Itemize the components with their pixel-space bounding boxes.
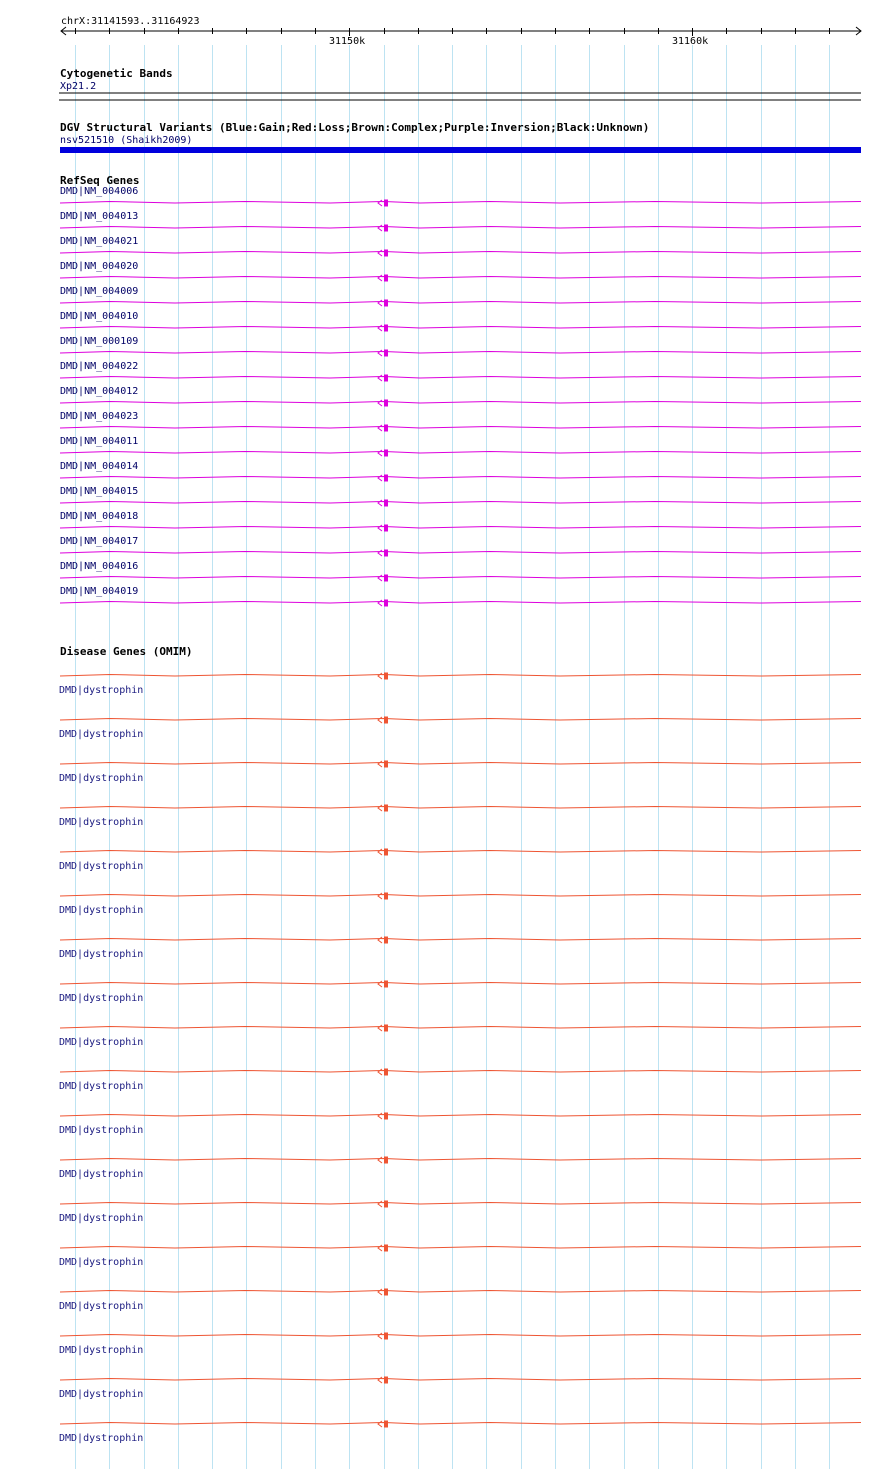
omim-gene-model-2 [60,761,861,768]
omim-gene-model-0 [60,673,861,680]
omim-gene-label[interactable]: DMD|dystrophin [59,861,144,872]
omim-gene-model-8 [60,1025,861,1032]
strand-arrow-icon [378,761,382,767]
strand-arrow-icon [378,1113,382,1119]
strand-arrow-icon [378,1201,382,1207]
omim-gene-model-14 [60,1289,861,1296]
omim-gene-label[interactable]: DMD|dystrophin [59,1213,144,1224]
omim-exon [384,1201,388,1208]
omim-gene-label[interactable]: DMD|dystrophin [59,1301,144,1312]
cytoband-track-title: Cytogenetic Bands [60,67,173,80]
omim-gene-label[interactable]: DMD|dystrophin [59,949,144,960]
omim-exon [384,1377,388,1384]
omim-exon [384,849,388,856]
omim-gene-model-12 [60,1201,861,1208]
refseq-gene-label[interactable]: DMD|NM_004013 [60,211,139,222]
omim-exon [384,1113,388,1120]
omim-exon [384,1069,388,1076]
strand-arrow-icon [378,1421,382,1427]
omim-exon [384,673,388,680]
refseq-gene-label[interactable]: DMD|NM_000109 [60,336,139,347]
omim-intron-line [60,1159,861,1161]
omim-gene-model-6 [60,937,861,944]
omim-intron-line [60,1071,861,1073]
omim-intron-line [60,763,861,765]
omim-gene-model-7 [60,981,861,988]
strand-arrow-icon [378,1333,382,1339]
refseq-gene-label[interactable]: DMD|NM_004012 [60,386,139,397]
omim-gene-model-10 [60,1113,861,1120]
refseq-gene-label[interactable]: DMD|NM_004014 [60,461,139,472]
strand-arrow-icon [378,673,382,679]
ruler-tick-label-1: 31150k [329,36,366,47]
strand-arrow-icon [378,805,382,811]
omim-intron-line [60,719,861,721]
omim-gene-model-9 [60,1069,861,1076]
ruler-position-label: chrX:31141593..31164923 [61,16,200,27]
refseq-gene-label[interactable]: DMD|NM_004006 [60,186,139,197]
omim-gene-model-4 [60,849,861,856]
omim-intron-line [60,807,861,809]
omim-gene-label[interactable]: DMD|dystrophin [59,1257,144,1268]
refseq-gene-label[interactable]: DMD|NM_004018 [60,511,139,522]
omim-gene-model-3 [60,805,861,812]
omim-exon [384,1333,388,1340]
omim-intron-line [60,1203,861,1205]
omim-intron-line [60,851,861,853]
refseq-gene-label[interactable]: DMD|NM_004023 [60,411,139,422]
omim-intron-line [60,1247,861,1249]
omim-gene-label[interactable]: DMD|dystrophin [59,685,144,696]
refseq-gene-label[interactable]: DMD|NM_004009 [60,286,139,297]
omim-exon [384,717,388,724]
omim-gene-model-17 [60,1421,861,1428]
omim-gene-model-1 [60,717,861,724]
omim-exon [384,805,388,812]
omim-intron-line [60,1379,861,1381]
omim-intron-line [60,895,861,897]
omim-gene-label[interactable]: DMD|dystrophin [59,1037,144,1048]
refseq-gene-label[interactable]: DMD|NM_004022 [60,361,139,372]
dgv-track-title: DGV Structural Variants (Blue:Gain;Red:Loss;Brown:Complex;Purple:Inversion;Black:Unknown) [60,121,650,134]
refseq-gene-label[interactable]: DMD|NM_004015 [60,486,139,497]
omim-intron-line [60,1423,861,1425]
strand-arrow-icon [378,1377,382,1383]
refseq-gene-label[interactable]: DMD|NM_004017 [60,536,139,547]
dgv-variant-label[interactable]: nsv521510 (Shaikh2009) [60,135,193,146]
strand-arrow-icon [378,893,382,899]
omim-exon [384,1289,388,1296]
omim-gene-model-11 [60,1157,861,1164]
strand-arrow-icon [378,849,382,855]
omim-exon [384,1421,388,1428]
omim-gene-label[interactable]: DMD|dystrophin [59,993,144,1004]
strand-arrow-icon [378,717,382,723]
omim-gene-label[interactable]: DMD|dystrophin [59,1433,144,1444]
strand-arrow-icon [378,1025,382,1031]
omim-exon [384,937,388,944]
omim-exon [384,1245,388,1252]
omim-gene-label[interactable]: DMD|dystrophin [59,1345,144,1356]
omim-gene-label[interactable]: DMD|dystrophin [59,773,144,784]
strand-arrow-icon [378,1069,382,1075]
omim-gene-label[interactable]: DMD|dystrophin [59,817,144,828]
omim-gene-label[interactable]: DMD|dystrophin [59,1081,144,1092]
ruler-tick-label-2: 31160k [672,36,709,47]
omim-intron-line [60,983,861,985]
refseq-gene-label[interactable]: DMD|NM_004011 [60,436,139,447]
omim-intron-line [60,1335,861,1337]
strand-arrow-icon [378,1289,382,1295]
strand-arrow-icon [378,1245,382,1251]
strand-arrow-icon [378,937,382,943]
omim-exon [384,1025,388,1032]
refseq-track-title: RefSeq Genes [60,174,140,187]
cytoband-label[interactable]: Xp21.2 [60,81,97,92]
omim-track-title: Disease Genes (OMIM) [60,645,193,658]
omim-gene-label[interactable]: DMD|dystrophin [59,1169,144,1180]
refseq-gene-label[interactable]: DMD|NM_004019 [60,586,139,597]
refseq-gene-label[interactable]: DMD|NM_004010 [60,311,139,322]
omim-gene-model-13 [60,1245,861,1252]
omim-intron-line [60,1115,861,1117]
refseq-gene-label[interactable]: DMD|NM_004016 [60,561,139,572]
omim-intron-line [60,675,861,677]
omim-intron-line [60,1291,861,1293]
omim-exon [384,893,388,900]
omim-gene-label[interactable]: DMD|dystrophin [59,905,144,916]
omim-gene-model-5 [60,893,861,900]
omim-gene-label[interactable]: DMD|dystrophin [59,1125,144,1136]
strand-arrow-icon [378,1157,382,1163]
refseq-gene-label[interactable]: DMD|NM_004020 [60,261,139,272]
strand-arrow-icon [378,981,382,987]
omim-gene-model-15 [60,1333,861,1340]
omim-gene-model-16 [60,1377,861,1384]
omim-gene-label[interactable]: DMD|dystrophin [59,1389,144,1400]
omim-exon [384,761,388,768]
omim-exon [384,981,388,988]
omim-intron-line [60,939,861,941]
refseq-gene-label[interactable]: DMD|NM_004021 [60,236,139,247]
omim-intron-line [60,1027,861,1029]
omim-exon [384,1157,388,1164]
omim-gene-label[interactable]: DMD|dystrophin [59,729,144,740]
